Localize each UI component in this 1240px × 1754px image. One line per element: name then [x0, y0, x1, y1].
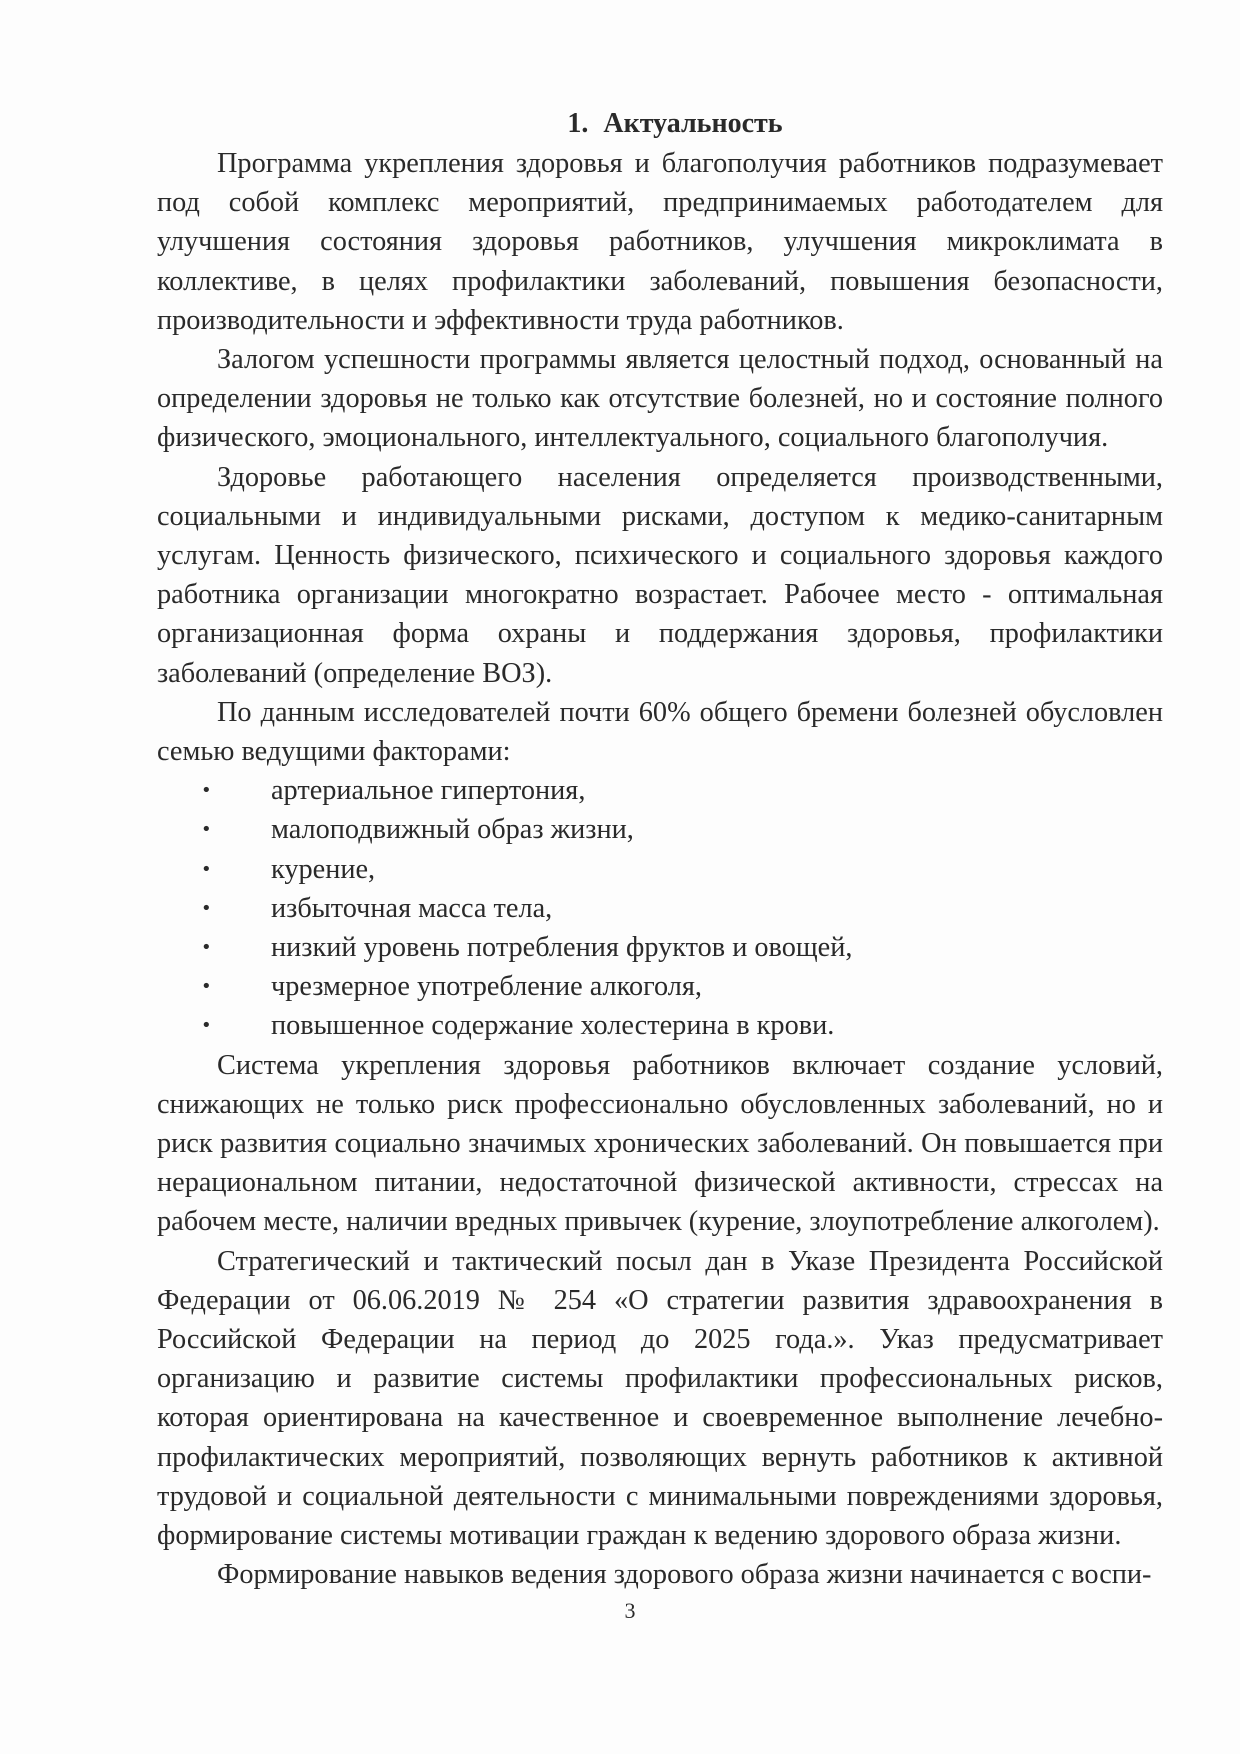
list-item — [157, 771, 1163, 810]
list-item — [157, 1006, 1163, 1045]
page-content — [157, 104, 1163, 1594]
section-heading — [157, 104, 1163, 144]
paragraph-approach: Залогом успешности программы является целостный подход, основанный на определении здоровья не только как отсутствие болезней, но и состояние полного физического, эмоционального, интеллектуального, социального благополучия. — [157, 344, 1163, 454]
list-item-text: артериальное гипертония, — [271, 775, 586, 807]
bullet-icon: • — [201, 780, 212, 802]
list-item-text: избыточная масса тела, — [271, 892, 553, 924]
bullet-icon: • — [201, 976, 212, 998]
page-number: 3 — [624, 1598, 636, 1623]
list-item-text: повышенное содержание холестерина в крови. — [271, 1010, 835, 1042]
bullet-icon: • — [201, 1015, 212, 1037]
bullet-icon: • — [201, 897, 212, 919]
list-item-text: чрезмерное употребление алкоголя, — [271, 971, 703, 1003]
list-item-text: низкий уровень потребления фруктов и овощей, — [271, 932, 853, 963]
paragraph-population-health: Здоровье работающего населения определяется производственными, социальными и индивидуальными рисками, доступом к медико-санитарным услугам. Ценность физического, психического и социального здоровья каждого работника организации многократно возрастает. Рабочее место - оптимальная организационная форма охраны и поддержания здоровья, профилактики заболеваний (определение ВОЗ). — [157, 461, 1163, 689]
paragraph-decree: Стратегический и тактический посыл дан в Указе Президента Российской Федерации от 06.06.2019 № 254 «О стратегии развития здравоохранения в Российской Федерации на период до 2025 года.». Указ предусматривает организацию и развитие системы профилактики профессиональных рисков, которая ориентирована на качественное и своевременное выполнение лечебно-профилактических мероприятий, позволяющих вернуть работников к активной трудовой и социальной деятельности с минимальными повреждениями здоровья, формирование системы мотивации граждан к ведению здорового образа жизни. — [157, 1245, 1163, 1551]
paragraph-program: Программа укрепления здоровья и благополучия работников подразумевает под собой комплекс мероприятий, предпринимаемых работодателем для улучшения состояния здоровья работников, улучшения микроклимата в коллективе, в целях профилактики заболеваний, повышения безопасности, производительности и эффективности труда работников. — [157, 148, 1163, 336]
bullet-icon: • — [201, 937, 212, 958]
paragraph-habits: Формирование навыков ведения здорового образа жизни начинается с воспи- — [217, 1559, 1152, 1591]
list-item — [157, 889, 1163, 928]
bullet-icon: • — [201, 858, 212, 880]
list-item — [157, 810, 1163, 849]
list-item — [157, 928, 1163, 967]
bullet-icon: • — [201, 819, 212, 841]
list-item — [157, 967, 1163, 1006]
list-item-text: курение, — [271, 853, 376, 885]
list-item — [157, 850, 1163, 889]
paragraph-system: Система укрепления здоровья работников включает создание условий, снижающих не только риск профессионально обусловленных заболеваний, но и риск развития социально значимых хронических заболеваний. Он повышается при нерациональном питании, недостаточной физической активности, стрессах на рабочем месте, наличии вредных привычек (курение, злоупотребление алкоголем). — [157, 1049, 1163, 1238]
list-item-text: малоподвижный образ жизни, — [271, 814, 634, 846]
section-number: 1. — [567, 108, 589, 139]
section-title: Актуальность — [603, 108, 783, 139]
risk-factors-list — [157, 771, 1163, 1045]
paragraph-research: По данным исследователей почти 60% общего бремени болезней обусловлен семью ведущими факторами: — [157, 696, 1163, 768]
